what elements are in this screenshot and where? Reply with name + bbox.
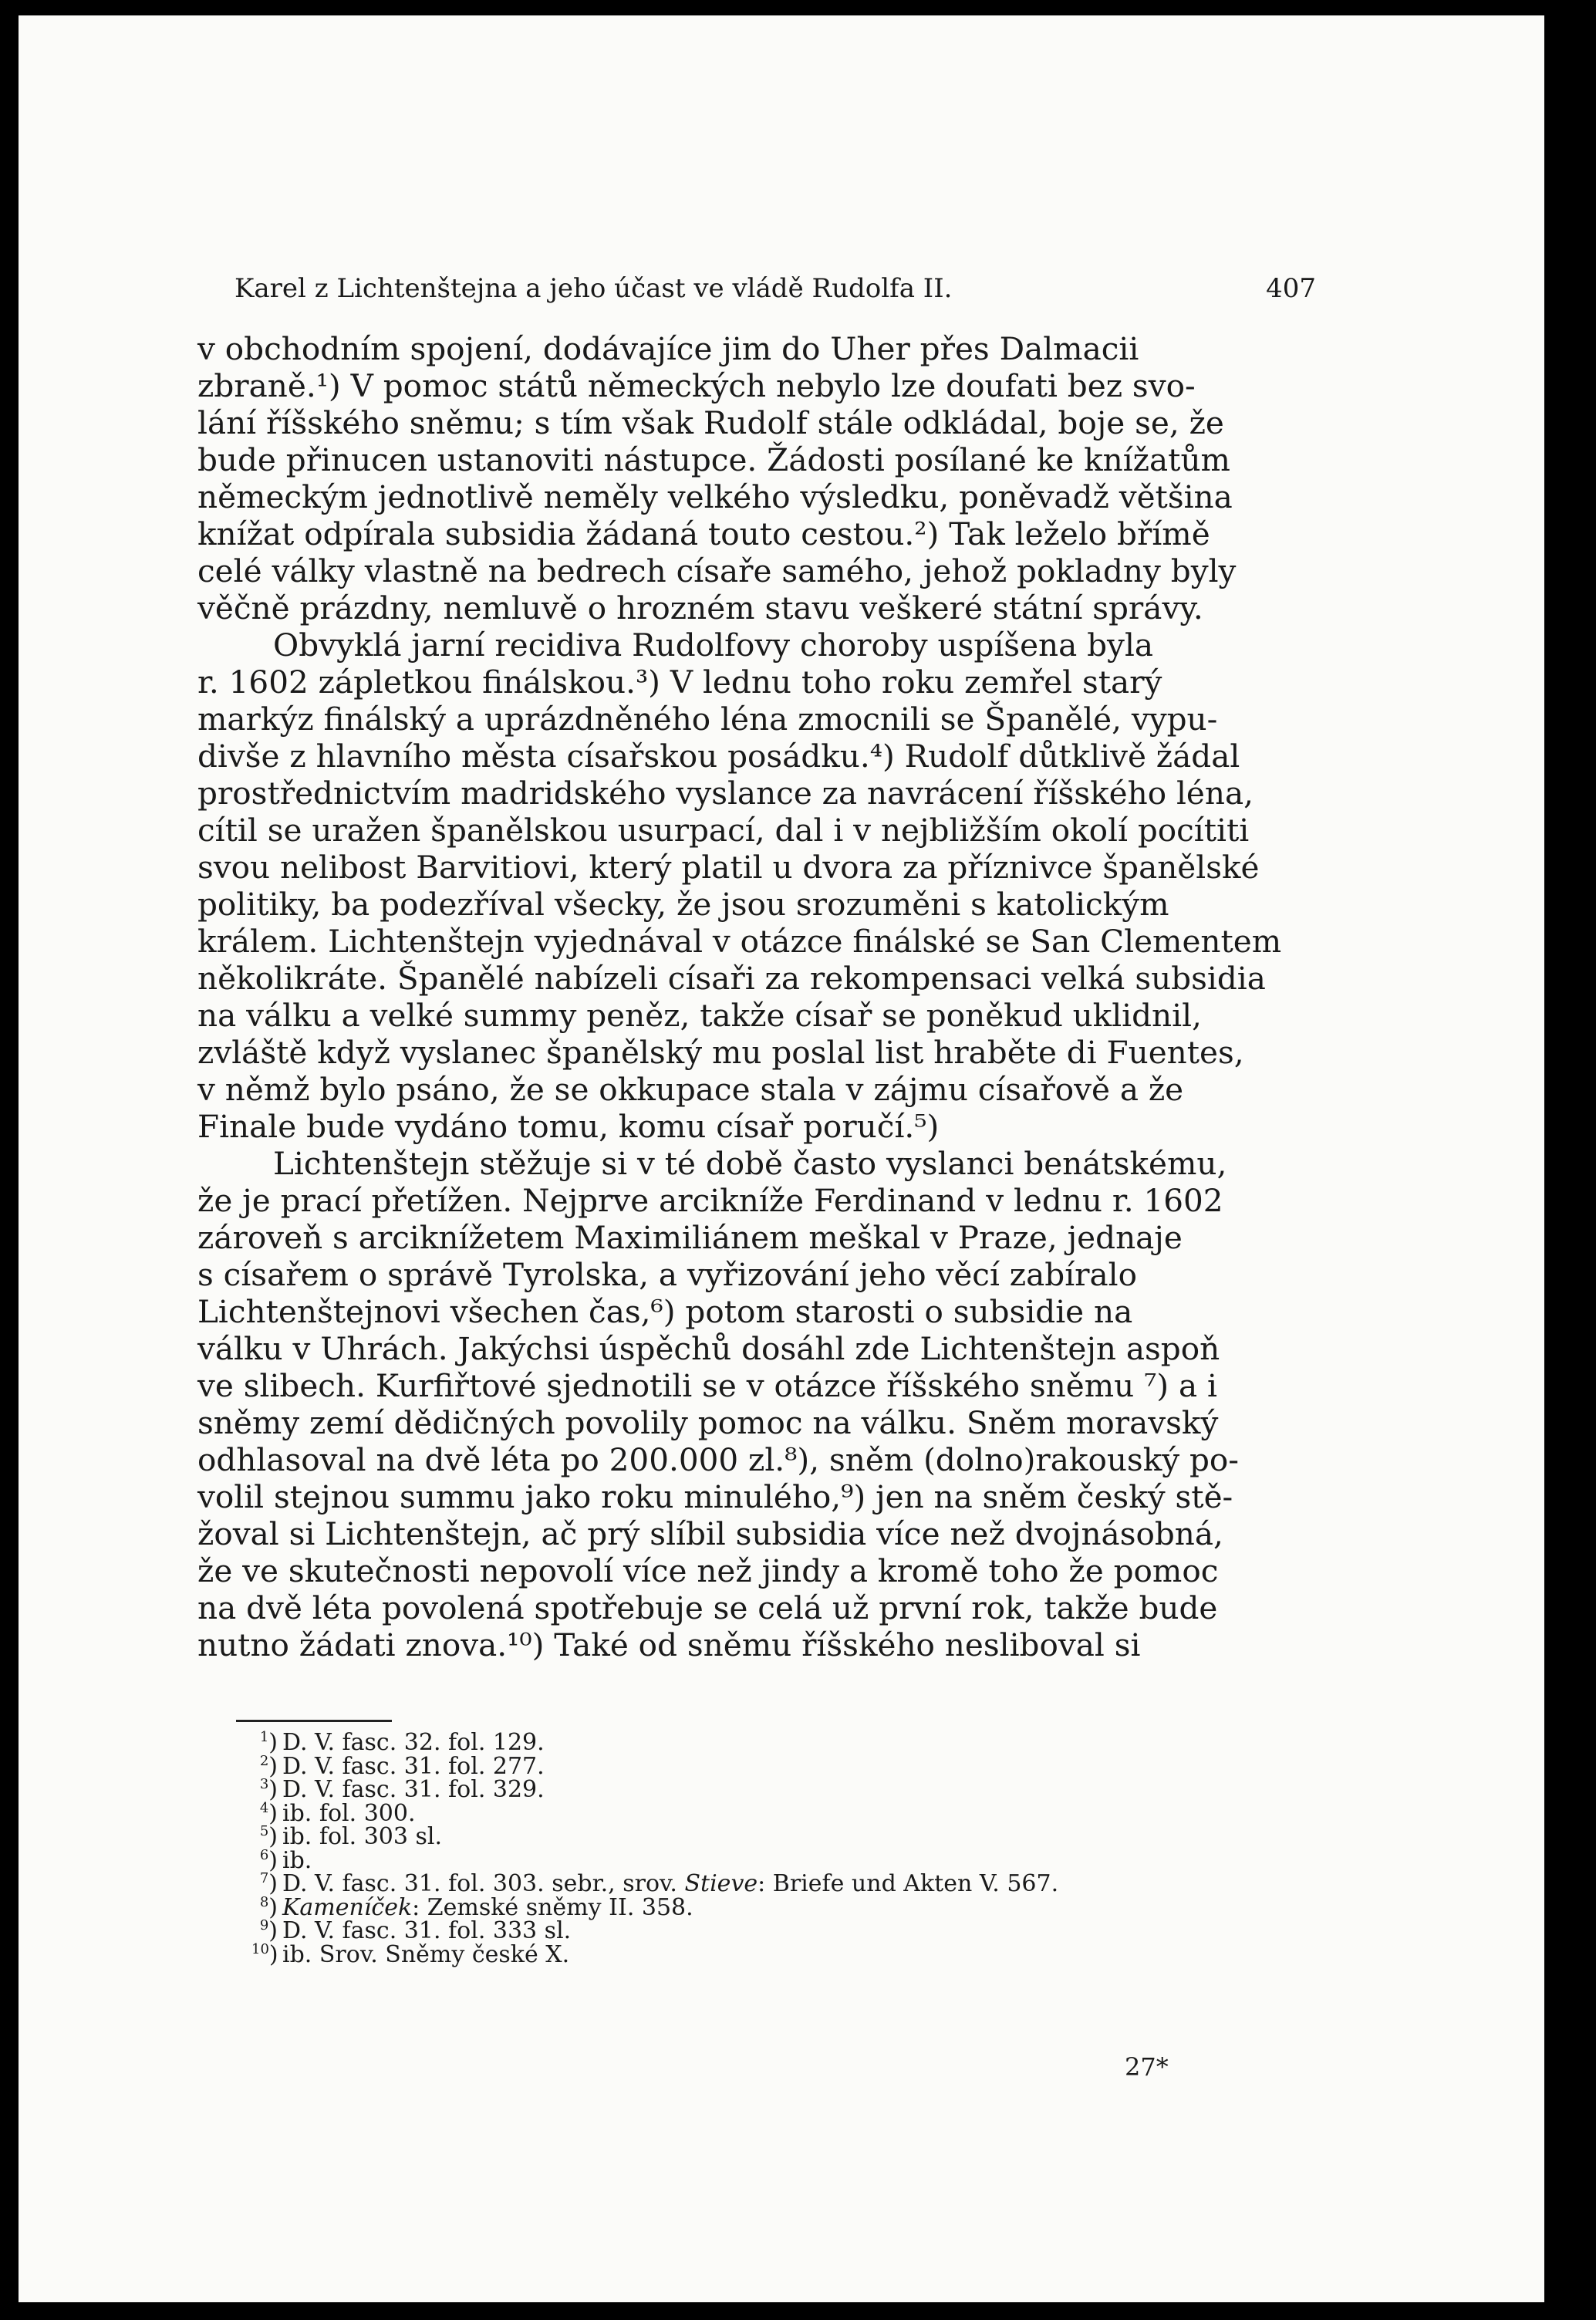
text-line: prostřednictvím madridského vyslance za navrácení říšského léna,: [197, 775, 1254, 812]
footnote-text: D. V. fasc. 31. fol. 329.: [282, 1776, 545, 1803]
text-line: Lichtenštejnovi všechen čas,⁶) potom starosti o subsidie na: [197, 1293, 1133, 1330]
footnote-number: $^5$): [259, 1823, 278, 1850]
text-line: politiky, ba podezříval všecky, že jsou srozuměni s katolickým: [197, 886, 1169, 923]
footnote-number: $^1$): [259, 1729, 278, 1756]
text-line: cítil se uražen španělskou usurpací, dal i v nejbližším okolí pocítiti: [197, 812, 1250, 849]
footnote-author: Stieve: [684, 1870, 758, 1897]
text-line: nutno žádati znova.¹⁰) Také od sněmu říšského nesliboval si: [197, 1626, 1141, 1663]
footnote-number: $^2$): [259, 1752, 278, 1780]
footnote: [259, 1893, 1316, 1921]
text-line: svou nelibost Barvitiovi, který platil u dvora za příznivce španělské: [197, 849, 1260, 886]
text-line: na válku a velké summy peněz, takže císař se poněkud uklidnil,: [197, 997, 1202, 1034]
footnote-number: $^9$): [259, 1917, 278, 1944]
body-text: [197, 330, 1316, 1663]
text-line: německým jednotlivě neměly velkého výsledku, poněvadž většina: [197, 478, 1233, 515]
footnote-text: ib. fol. 300.: [282, 1799, 416, 1827]
text-line: Finale bude vydáno tomu, komu císař poručí.⁵): [197, 1108, 940, 1145]
footnote: [259, 1823, 1316, 1850]
footnote-text: D. V. fasc. 32. fol. 129.: [282, 1729, 545, 1756]
footnote: [259, 1799, 1316, 1827]
footnote-text: D. V. fasc. 31. fol. 303. sebr., srov.: [282, 1870, 685, 1897]
text-line: že je prací přetížen. Nejprve arcikníže Ferdinand v lednu r. 1602: [197, 1182, 1223, 1219]
footnote-text: ib. Srov. Sněmy české X.: [282, 1940, 570, 1968]
footnote-number: $^7$): [259, 1870, 278, 1897]
text-line: sněmy zemí dědičných povolily pomoc na válku. Sněm moravský: [197, 1404, 1219, 1441]
text-line: válku v Uhrách. Jakýchsi úspěchů dosáhl zde Lichtenštejn aspoň: [197, 1330, 1220, 1367]
footnote-text: ib. fol. 303 sl.: [282, 1823, 443, 1850]
text-line: s císařem o správě Tyrolska, a vyřizování jeho věcí zabíralo: [197, 1256, 1138, 1293]
footnote-divider: [236, 1720, 392, 1722]
footnote: [259, 1870, 1316, 1897]
signature-mark: 27*: [1125, 2052, 1169, 2082]
footnotes: [251, 1729, 1316, 1968]
footnote: [259, 1917, 1316, 1944]
text-line: knížat odpírala subsidia žádaná touto cestou.²) Tak leželo břímě: [197, 515, 1210, 552]
footnote-number: $^8$): [259, 1893, 278, 1921]
footnote: [259, 1752, 1316, 1780]
running-header: [235, 270, 1316, 307]
text-line: zvláště když vyslanec španělský mu poslal list hraběte di Fuentes,: [197, 1034, 1244, 1071]
footnote-text: D. V. fasc. 31. fol. 277.: [282, 1752, 545, 1780]
text-line: v němž bylo psáno, že se okkupace stala v zájmu císařově a že: [197, 1071, 1184, 1108]
text-line: volil stejnou summu jako roku minulého,⁹) jen na sněm český stě-: [197, 1478, 1233, 1515]
footnote-number: $^{10}$): [251, 1940, 278, 1968]
footnote: [259, 1846, 1316, 1874]
page: [19, 15, 1544, 2302]
footnote-author: Kameníček: [282, 1893, 413, 1921]
page-number: 407: [1266, 273, 1316, 304]
footnote-text: : Zemské sněmy II. 358.: [412, 1893, 693, 1921]
text-line: divše z hlavního města císařskou posádku.⁴) Rudolf důtklivě žádal: [197, 738, 1240, 775]
text-line: odhlasoval na dvě léta po 200.000 zl.⁸), sněm (dolno)rakouský po-: [197, 1441, 1239, 1478]
text-line: r. 1602 zápletkou finálskou.³) V lednu toho roku zemřel starý: [197, 664, 1162, 701]
text-line: králem. Lichtenštejn vyjednával v otázce finálské se San Clementem: [197, 923, 1282, 960]
text-line: věčně prázdny, nemluvě o hrozném stavu veškeré státní správy.: [197, 589, 1203, 626]
text-line: lání říšského sněmu; s tím však Rudolf stále odkládal, boje se, že: [197, 404, 1224, 441]
footnote: [259, 1729, 1316, 1756]
footnote-text: D. V. fasc. 31. fol. 333 sl.: [282, 1917, 572, 1944]
footnote-number: $^6$): [259, 1846, 278, 1874]
text-line: zároveň s arciknížetem Maximiliánem meškal v Praze, jednaje: [197, 1219, 1183, 1256]
text-line: markýz finálský a uprázdněného léna zmocnili se Španělé, vypu-: [197, 701, 1218, 738]
footnote-text: ib.: [282, 1846, 312, 1874]
text-line: na dvě léta povolená spotřebuje se celá už první rok, takže bude: [197, 1589, 1218, 1626]
text-line: celé války vlastně na bedrech císaře samého, jehož pokladny byly: [197, 552, 1237, 589]
footnote-number: $^4$): [259, 1799, 278, 1827]
running-title: Karel z Lichtenštejna a jeho účast ve vládě Rudolfa II.: [235, 273, 953, 304]
footnote: [259, 1776, 1316, 1803]
text-line: žoval si Lichtenštejn, ač prý slíbil subsidia více než dvojnásobná,: [197, 1515, 1223, 1552]
text-line: ve slibech. Kurfiřtové sjednotili se v otázce říšského sněmu ⁷) a i: [197, 1367, 1217, 1404]
text-line: několikráte. Španělé nabízeli císaři za rekompensaci velká subsidia: [197, 960, 1266, 997]
footnote-number: $^3$): [259, 1776, 278, 1803]
text-line: bude přinucen ustanoviti nástupce. Žádosti posílané ke knížatům: [197, 441, 1230, 478]
footnote-text: : Briefe und Akten V. 567.: [758, 1870, 1059, 1897]
text-line: že ve skutečnosti nepovolí více než jindy a kromě toho že pomoc: [197, 1552, 1219, 1589]
text-line: zbraně.¹) V pomoc států německých nebylo lze doufati bez svo-: [197, 367, 1196, 404]
text-line: v obchodním spojení, dodávajíce jim do Uher přes Dalmacii: [197, 330, 1139, 367]
text-line: Obvyklá jarní recidiva Rudolfovy choroby uspíšena byla: [273, 626, 1154, 664]
footnote: [251, 1940, 1316, 1968]
text-line: Lichtenštejn stěžuje si v té době často vyslanci benátskému,: [273, 1145, 1227, 1182]
